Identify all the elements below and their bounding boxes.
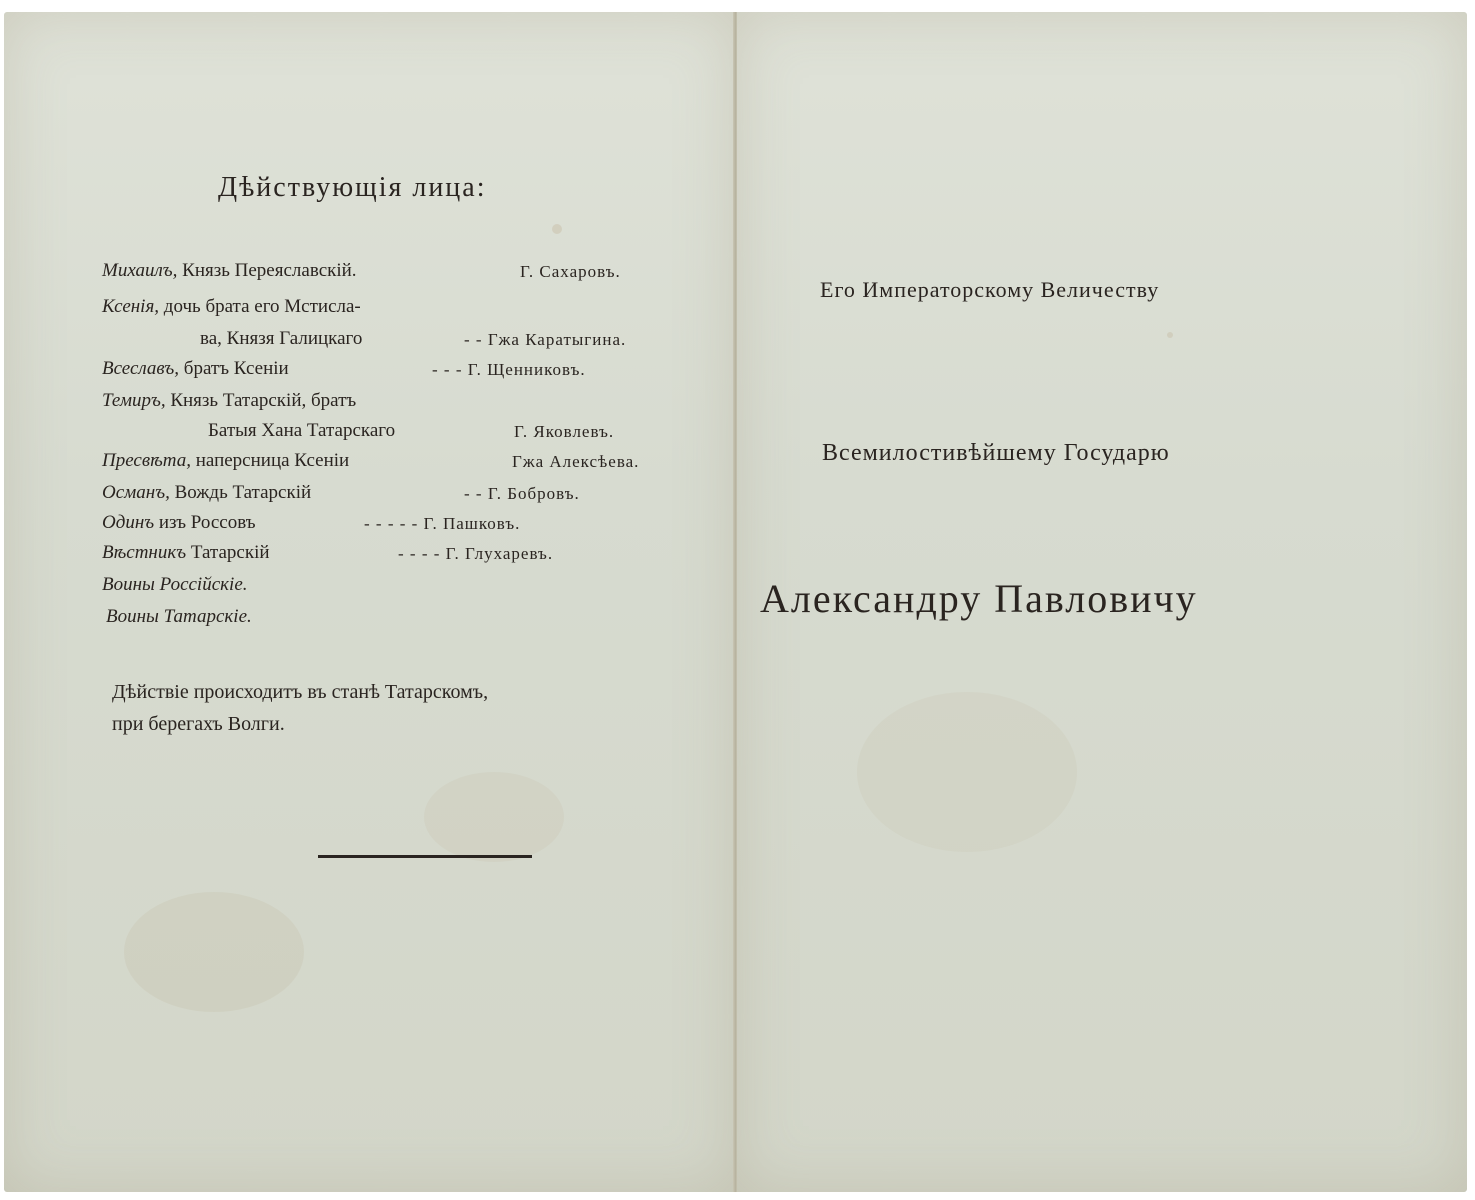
actor-name: Г. Яковлевъ. — [514, 422, 615, 441]
actor-name: Г. Сахаровъ. — [520, 262, 621, 281]
cast-row — [102, 294, 361, 320]
foxing-spot — [552, 224, 562, 234]
setting-note — [112, 676, 488, 740]
cast-row — [200, 326, 362, 352]
role-name: Михаилъ, — [102, 260, 178, 281]
cast-row — [102, 510, 256, 536]
cast-row — [102, 448, 349, 474]
role-name: Всеславъ, — [102, 358, 180, 379]
setting-line: Дѣйствіе происходитъ въ станѣ Татарскомъ, — [112, 681, 489, 703]
foxing-stain — [424, 772, 564, 862]
role-description: Князь Переяславскій. — [177, 260, 357, 281]
cast-row — [102, 540, 270, 566]
dedication-name: Александру Павловичу — [760, 576, 1198, 621]
role-name: Темиръ, — [102, 390, 166, 411]
role-description: изъ Россовъ — [154, 512, 256, 533]
dedication-line-1: Его Императорскому Величеству — [820, 277, 1160, 302]
role-name: Пресвѣта, — [102, 450, 191, 471]
actor-name: Гжа Алексѣева. — [512, 452, 640, 471]
actor-name: - - - - - Г. Пашковъ. — [364, 514, 521, 533]
role-name: Ксенія, — [102, 296, 160, 317]
role-description: ва, Князя Галицкаго — [200, 328, 363, 349]
role-description: братъ Ксеніи — [179, 358, 289, 379]
role-description: дочь брата его Мстисла- — [159, 296, 361, 317]
cast-heading: Дѣйствующія лица: — [218, 172, 487, 203]
role-description: Вождь Татарскій — [169, 482, 312, 503]
cast-row — [102, 480, 311, 506]
actor-name: - - - - Г. Глухаревъ. — [398, 544, 554, 563]
actor-name: - - Г. Бобровъ. — [464, 484, 580, 503]
role-description: Татарскій — [186, 542, 270, 563]
actor-name: - - Гжа Каратыгина. — [464, 330, 627, 349]
role-description: Князь Татарскій, братъ — [165, 390, 357, 411]
setting-line: при берегахъ Волги. — [112, 713, 285, 735]
role-description: наперсница Ксеніи — [190, 450, 350, 471]
role-name: Воины Татарскіе. — [106, 606, 252, 627]
foxing-stain — [857, 692, 1077, 852]
role-description: Батыя Хана Татарскаго — [208, 420, 396, 441]
cast-row — [208, 418, 395, 444]
dedication-line-2: Всемилостивѣйшему Государю — [822, 440, 1170, 466]
cast-row — [106, 604, 252, 630]
foxing-stain — [124, 892, 304, 1012]
role-name: Вѣстникъ — [102, 542, 187, 563]
divider-rule — [318, 855, 532, 858]
actor-name: - - - Г. Щенниковъ. — [432, 360, 586, 379]
foxing-spot — [1167, 332, 1173, 338]
role-name: Воины Россійскіе. — [102, 574, 248, 595]
cast-row — [102, 356, 289, 382]
role-name: Одинъ — [102, 512, 155, 533]
cast-row — [102, 572, 248, 598]
cast-row — [102, 258, 357, 284]
cast-row — [102, 388, 356, 414]
role-name: Османъ, — [102, 482, 170, 503]
